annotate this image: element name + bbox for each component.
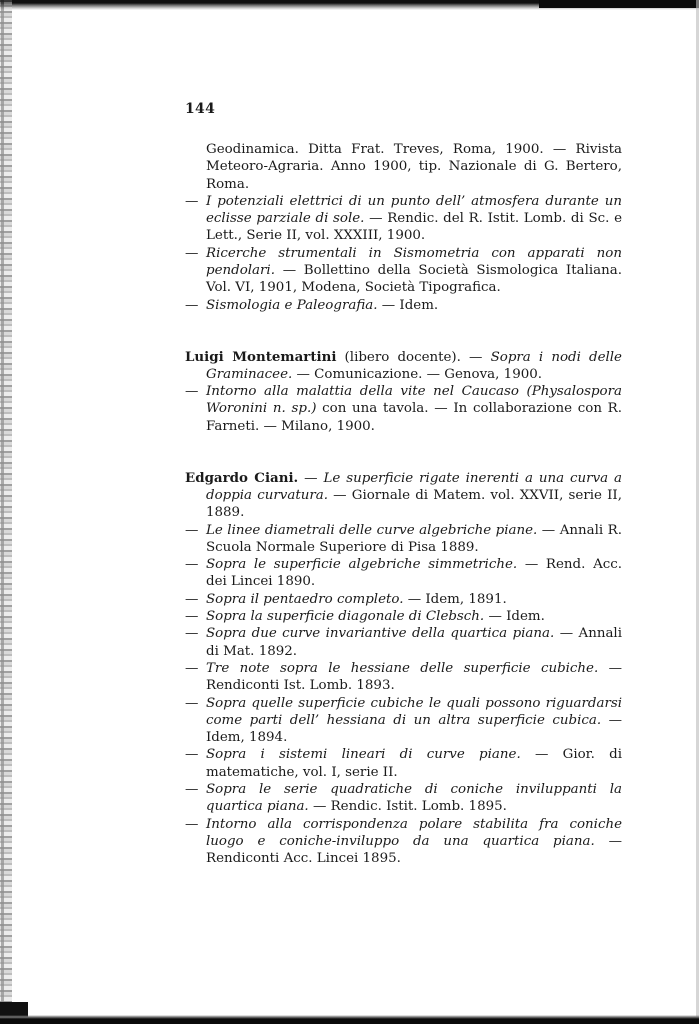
scan-edge-left <box>0 0 12 1024</box>
bibliography-entry <box>185 193 622 245</box>
bibliography-entry <box>185 556 622 591</box>
entry-title: Intorno alla corrispondenza polare stabilita fra coniche luogo e coniche-inviluppo da una quartica piana. <box>206 816 622 849</box>
bibliography-entry <box>185 625 622 660</box>
entry-title: Ricerche strumentali in Sismometria con apparati non pendolari. <box>206 245 622 279</box>
entry-dash: — <box>185 522 199 538</box>
entry-citation: — Idem. <box>377 297 439 313</box>
entry-title: Sopra i sistemi lineari di curve piane. <box>206 747 521 763</box>
bibliography-entry <box>185 297 622 314</box>
entry-citation: — Gior. di matematiche, vol. I, serie II. <box>206 747 622 780</box>
entry-dash: — <box>185 297 199 313</box>
entry-citation: con una tavola. — In collaborazione con R. Farneti. — Milano, 1900. <box>206 401 623 434</box>
entry-title: Le superficie rigate inerenti a una curva a doppia curvatura. <box>206 470 623 503</box>
entry-title: Sismologia e Paleografia. <box>206 297 378 313</box>
entry-dash: — <box>185 245 199 261</box>
entry-citation: — Rend. Acc. dei Lincei 1890. <box>206 557 623 590</box>
entry-citation: — Idem, 1894. <box>206 712 622 746</box>
entry-citation: — Rendic. Istit. Lomb. 1895. <box>308 799 507 815</box>
bibliography-entry <box>185 660 622 695</box>
entry-title: I potenziali elettrici di un punto dell’ atmosfera durante un eclisse parziale di sole. <box>206 193 622 227</box>
section-gap <box>185 314 622 349</box>
bibliography-entry <box>185 608 622 625</box>
bibliography-entry <box>185 816 622 868</box>
page-number: 144 <box>185 101 216 117</box>
entry-citation: — Rendiconti Ist. Lomb. 1893. <box>206 660 622 694</box>
entry-title: Sopra le serie quadratiche di coniche inviluppanti la quartica piana. <box>206 781 622 815</box>
bibliography-entry <box>185 245 622 297</box>
entry-citation: — Annali di Mat. 1892. <box>206 626 622 659</box>
author-name: Edgardo Ciani. <box>185 469 299 486</box>
entry-dash: — <box>185 591 199 607</box>
bibliography-text <box>185 141 622 867</box>
entry-citation: — Comunicazione. — Genova, 1900. <box>292 366 543 382</box>
author-entry-ciani <box>185 470 622 522</box>
author-entry-montemartini <box>185 349 622 384</box>
entry-dash: — <box>185 747 199 763</box>
entry-title: Sopra i nodi delle Graminacee. <box>206 349 622 382</box>
entry-citation: — Rendiconti Acc. Lincei 1895. <box>206 833 622 867</box>
entry-title: Sopra la superficie diagonale di Clebsch. <box>206 609 485 625</box>
entry-citation: — Giornale di Matem. vol. XXVII, serie II, 1889. <box>206 487 622 521</box>
entry-title: Sopra il pentaedro completo. <box>206 591 404 607</box>
bibliography-entry <box>185 781 622 816</box>
author-note: — <box>298 470 324 486</box>
entry-citation: — Bollettino della Società Sismologica Italiana. Vol. VI, 1901, Modena, Società Tipografica. <box>206 263 622 296</box>
entry-dash: — <box>185 609 199 625</box>
entry-text: Geodinamica. Ditta Frat. Treves, Roma, 1900. — Rivista Meteoro-Agraria. Anno 1900, tip. Nazionale di G. Bertero, Roma. <box>206 142 622 192</box>
bibliography-entry <box>185 591 622 608</box>
entry-dash: — <box>185 660 199 676</box>
entry-title: Sopra le superficie algebriche simmetriche. <box>206 557 518 573</box>
entry-title: Intorno alla malattia della vite nel Caucaso (Physalospora Woronini n. sp.) <box>206 384 622 417</box>
entry-dash: — <box>185 626 199 642</box>
entry-dash: — <box>185 781 199 797</box>
entry-dash: — <box>185 193 199 209</box>
entry-citation: — Annali R. Scuola Normale Superiore di Pisa 1889. <box>206 522 622 555</box>
entry-dash: — <box>185 557 199 573</box>
entry-title: Sopra due curve invariantive della quartica piana. <box>206 626 555 642</box>
entry-dash: — <box>185 384 199 400</box>
bibliography-entry <box>185 695 622 747</box>
scan-edge-top <box>0 0 699 10</box>
entry-title: Sopra quelle superficie cubiche le quali possono riguardarsi come parti dell’ hessiana di un altra superficie cubica. <box>206 695 622 728</box>
entry-citation: — Rendic. del R. Istit. Lomb. di Sc. e Lett., Serie II, vol. XXXIII, 1900. <box>206 211 622 244</box>
bibliography-entry <box>185 383 622 435</box>
author-note: (libero docente). — <box>336 349 491 365</box>
entry-dash: — <box>185 816 199 832</box>
entry-dash: — <box>185 695 199 711</box>
entry-citation: — Idem. <box>484 609 545 625</box>
author-name: Luigi Montemartini <box>185 348 337 365</box>
entry-title: Tre note sopra le hessiane delle superficie cubiche. <box>206 660 599 676</box>
scan-edge-bottom <box>0 1015 699 1024</box>
bibliography-entry <box>185 522 622 557</box>
entry-title: Le linee diametrali delle curve algebriche piane. <box>206 522 538 538</box>
bibliography-entry-continuation <box>185 141 622 193</box>
section-gap <box>185 435 622 470</box>
entry-citation: — Idem, 1891. <box>403 591 507 607</box>
bibliography-entry <box>185 746 622 781</box>
